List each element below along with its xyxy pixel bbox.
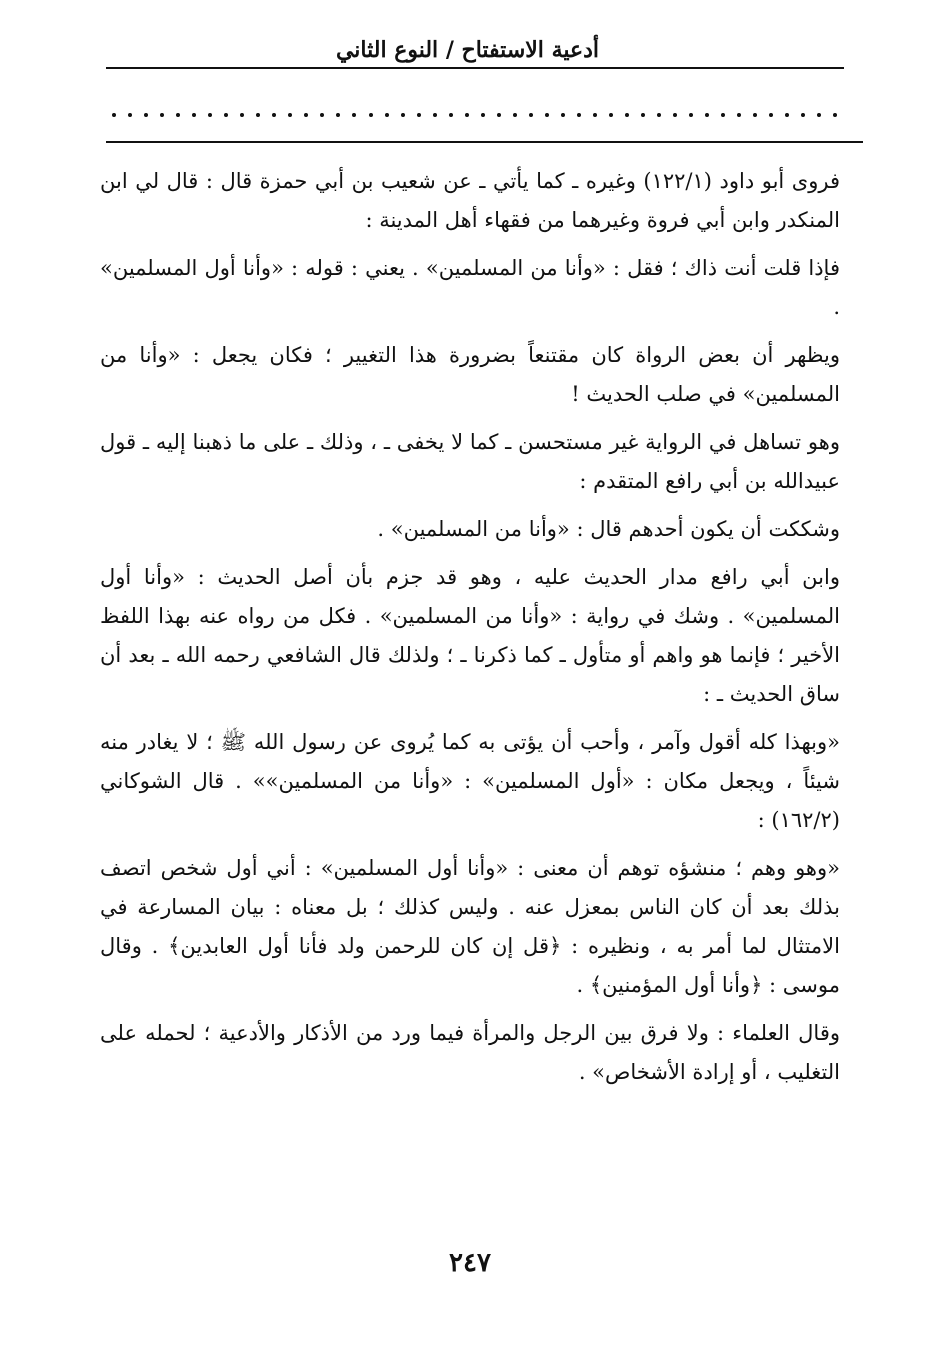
running-head-title: أدعية الاستفتاح / النوع الثاني — [335, 37, 600, 63]
separator-dot — [801, 113, 805, 117]
separator-dot — [128, 113, 132, 117]
page-number: ٢٤٧ — [449, 1248, 491, 1278]
separator-dot — [272, 113, 276, 117]
separator-dot — [401, 113, 405, 117]
separator-dot — [561, 113, 565, 117]
body-text — [100, 162, 840, 1101]
separator-dot — [785, 113, 789, 117]
separator-dot — [769, 113, 773, 117]
paragraph: «وبهذا كله أقول وآمر ، وأحب أن يؤتى به كما يُروى عن رسول الله ﷺ ؛ لا يغادر منه شيئاً ، ويجعل مكان : «أول المسلمين» : «وأنا من المسلمين»» . قال الشوكاني (١٦٢/٢) : — [100, 730, 840, 832]
separator-dot — [497, 113, 501, 117]
separator-dot — [641, 113, 645, 117]
paragraph: وابن أبي رافع مدار الحديث عليه ، وهو قد جزم بأن أصل الحديث : «وأنا أول المسلمين» . وشك في رواية : «وأنا من المسلمين» . فكل من رواه عنه بهذا اللفظ الأخير ؛ فإنما هو واهم أو متأول ـ كما ذكرنا ـ ؛ ولذلك قال الشافعي رحمه الله ـ بعد أن ساق الحديث ـ : — [100, 565, 840, 706]
paragraph: وشككت أن يكون أحدهم قال : «وأنا من المسلمين» . — [377, 517, 840, 541]
separator-rule — [106, 141, 863, 143]
separator-dot — [817, 113, 821, 117]
paragraph: «وهو وهم ؛ منشؤه توهم أن معنى : «وأنا أول المسلمين» : أني أول شخص اتصف بذلك بعد أن كان الناس بمعزل عنه . وليس كذلك ؛ بل معناه : بيان المسارعة في الامتثال لما أمر به ، ونظيره : ﴿قل إن كان للرحمن ولد فأنا أول العابدين﴾ . وقال موسى : ﴿وأنا أول المؤمنين﴾ . — [100, 856, 840, 997]
separator-dot — [545, 113, 549, 117]
separator-dot — [529, 113, 533, 117]
separator-dot — [833, 113, 837, 117]
separator-dot — [192, 113, 196, 117]
separator-dot — [433, 113, 437, 117]
paragraph: فروى أبو داود (١٢٢/١) وغيره ـ كما يأتي ـ عن شعيب بن أبي حمزة قال : قال لي ابن المنكدر وابن أبي فروة وغيرهما من فقهاء أهل المدينة : — [100, 169, 840, 232]
separator-dot — [176, 113, 180, 117]
separator-dot — [625, 113, 629, 117]
separator-dot — [721, 113, 725, 117]
separator-dot — [577, 113, 581, 117]
separator-dot — [689, 113, 693, 117]
separator-dot — [144, 113, 148, 117]
header-rule — [106, 67, 844, 69]
separator-dot — [753, 113, 757, 117]
separator-dot — [737, 113, 741, 117]
separator-dot — [224, 113, 228, 117]
separator-dot — [208, 113, 212, 117]
separator-dot — [705, 113, 709, 117]
separator-dot — [513, 113, 517, 117]
separator-dot — [481, 113, 485, 117]
separator-dot — [417, 113, 421, 117]
separator-dot — [112, 113, 116, 117]
separator-dot — [609, 113, 613, 117]
separator-dot — [160, 113, 164, 117]
separator-dot — [369, 113, 373, 117]
separator-dot — [385, 113, 389, 117]
separator-dot — [465, 113, 469, 117]
separator-dot — [352, 113, 356, 117]
paragraph: ويظهر أن بعض الرواة كان مقتنعاً بضرورة هذا التغيير ؛ فكان يجعل : «وأنا من المسلمين» في صلب الحديث ! — [100, 343, 840, 406]
separator-dot — [593, 113, 597, 117]
separator-dot — [240, 113, 244, 117]
separator-dot — [449, 113, 453, 117]
separator-dot — [256, 113, 260, 117]
separator-dot — [657, 113, 661, 117]
paragraph: وهو تساهل في الرواية غير مستحسن ـ كما لا يخفى ـ ، وذلك ـ على ما ذهبنا إليه ـ قول عبيدالله بن أبي رافع المتقدم : — [100, 430, 840, 493]
dotted-separator — [112, 112, 838, 118]
separator-dot — [673, 113, 677, 117]
separator-dot — [320, 113, 324, 117]
separator-dot — [304, 113, 308, 117]
separator-dot — [288, 113, 292, 117]
paragraph: وقال العلماء : ولا فرق بين الرجل والمرأة فيما ورد من الأذكار والأدعية ؛ لحمله على التغليب ، أو إرادة الأشخاص» . — [100, 1021, 840, 1084]
separator-dot — [336, 113, 340, 117]
paragraph: فإذا قلت أنت ذاك ؛ فقل : «وأنا من المسلمين» . يعني : قوله : «وأنا أول المسلمين» . — [100, 256, 840, 319]
